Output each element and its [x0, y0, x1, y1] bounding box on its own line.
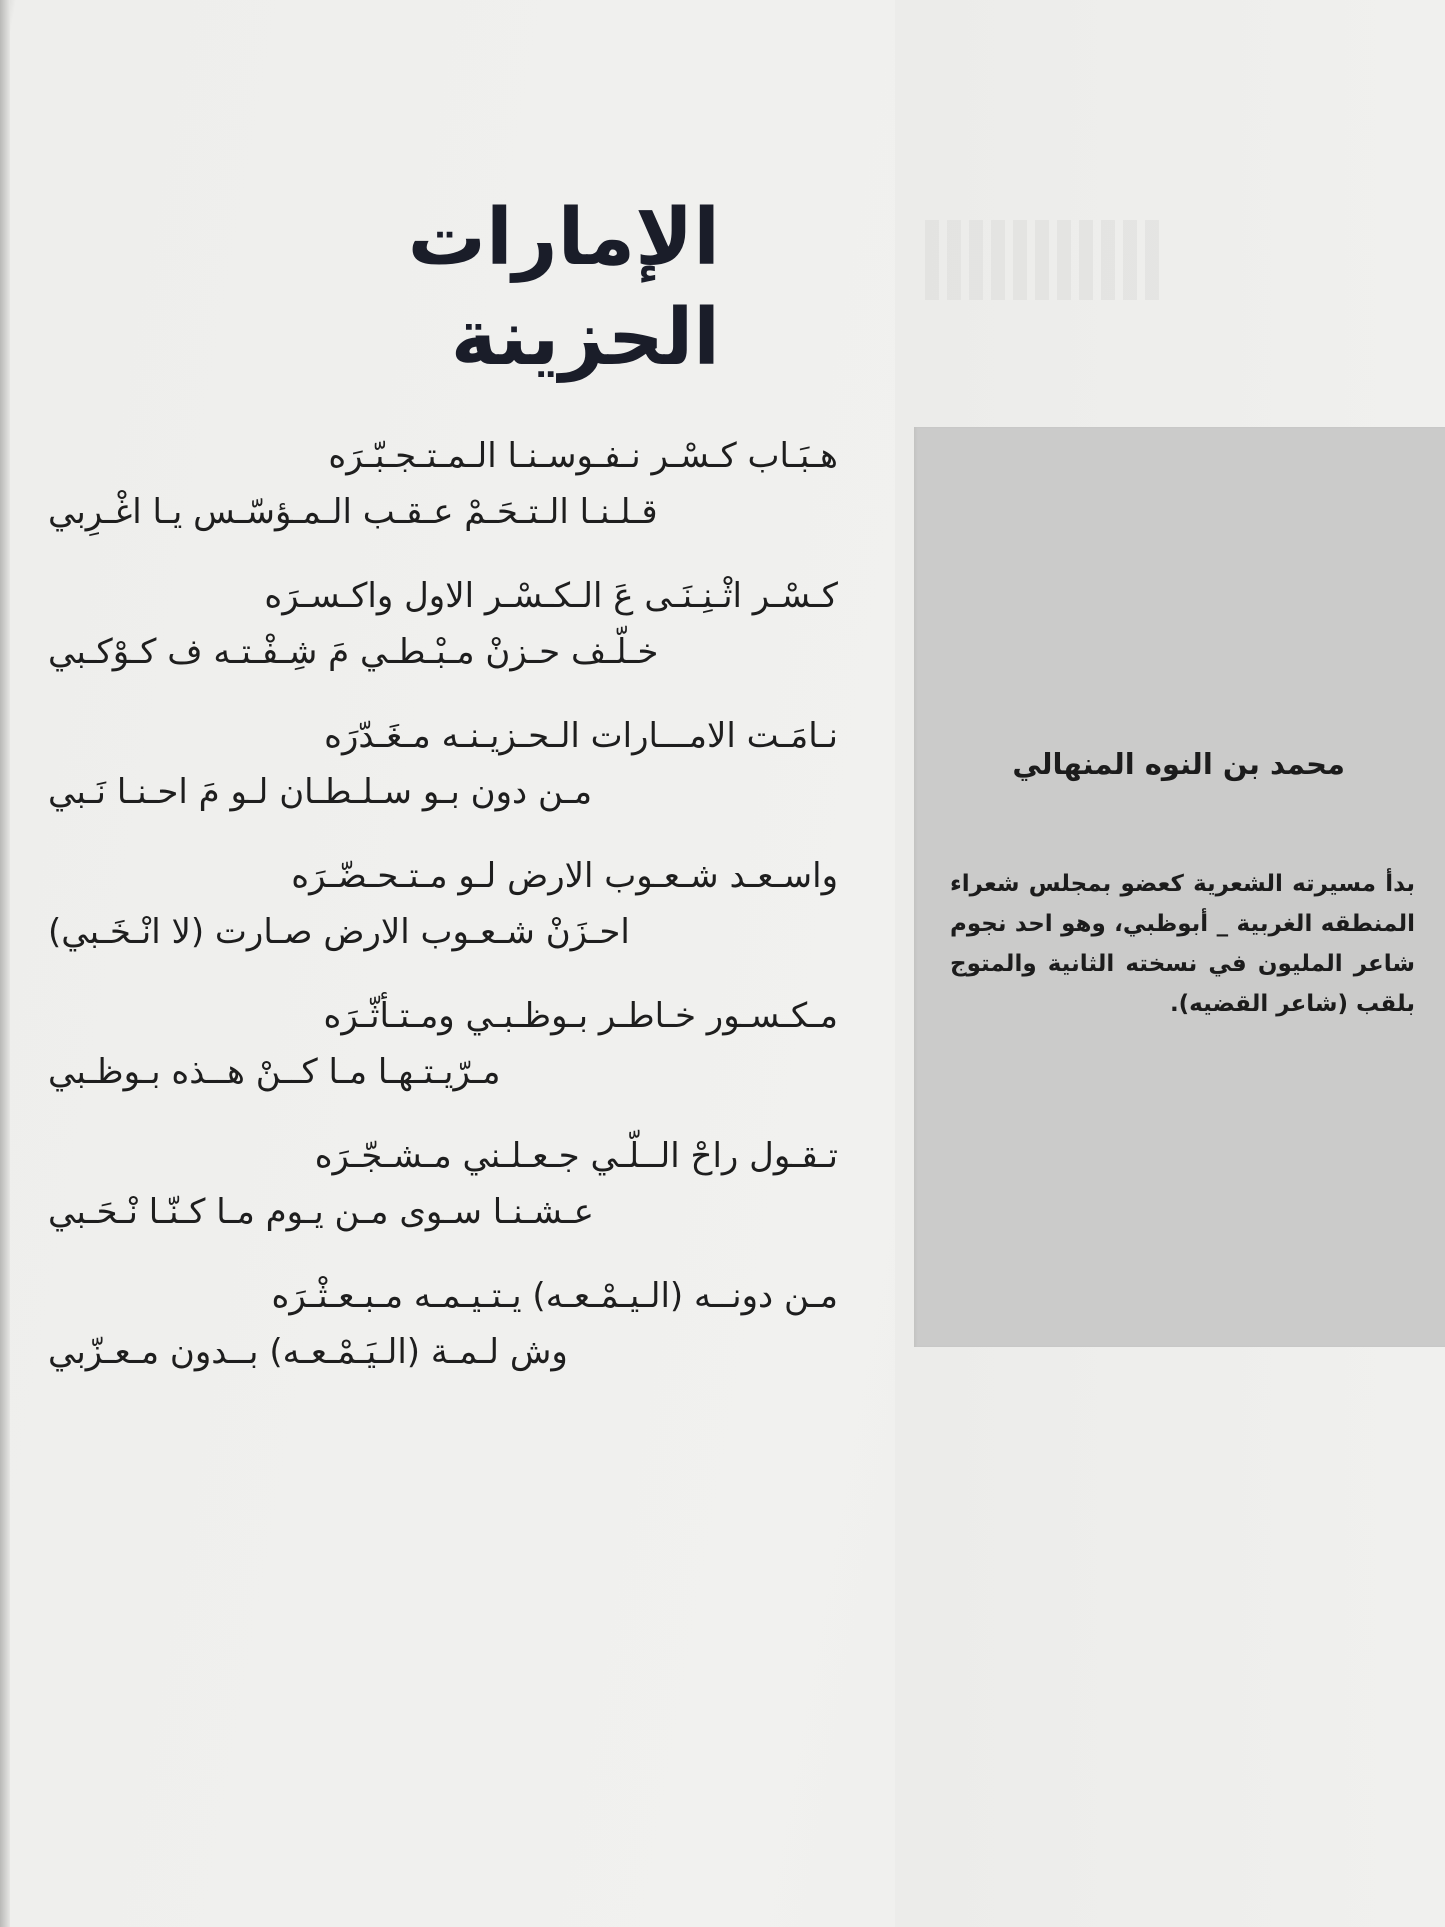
stanza — [48, 708, 838, 820]
stanza — [48, 848, 838, 960]
verse-second-hemistich: عـشـنـا سـوى مـن يـوم مـا كـنّـا نْـحَـبي — [48, 1192, 594, 1232]
stanza — [48, 568, 838, 680]
verse-second-hemistich: مـن دون بـو سـلـطـان لـو مَ احـنـا نَـبي — [48, 772, 593, 812]
poet-bio-text: بدأ مسيرته الشعرية كعضو بمجلس شعراء المنطقه الغربية _ أبوظبي، وهو احد نجوم شاعر المليون في نسخته الثانية والمتوج بلقب (شاعر القضيه). — [950, 871, 1415, 1017]
poem-title: الإمارات الحزينة — [407, 193, 720, 383]
stanza — [48, 1128, 838, 1240]
verse-first-hemistich: نـامَـت الامـــارات الـحـزيـنـه مـغَـدّرَه — [324, 716, 838, 756]
stanza — [48, 988, 838, 1100]
stanza — [48, 428, 838, 540]
poem-body — [48, 428, 838, 1408]
verse-second-hemistich: احـزَنْ شـعـوب الارض صـارت (لا انْـخَـبي) — [48, 912, 630, 952]
stanza — [48, 1268, 838, 1380]
page-edge-shadow — [0, 0, 10, 1927]
poet-name: محمد بن النوه المنهالي — [1012, 747, 1345, 781]
verse-first-hemistich: مـكـسـور خـاطـر بـوظـبـي ومـتـأثّـرَه — [323, 996, 838, 1036]
verse-first-hemistich: مـن دونــه (الـيـمْـعـه) يـتـيـمـه مـبـعـثْـرَه — [271, 1276, 838, 1316]
verse-second-hemistich: وش لـمـة (الـيَـمْـعـه) بــدون مـعـزّبي — [48, 1332, 568, 1372]
verse-second-hemistich: مـرّيـتـهـا مـا كــنْ هــذه بـوظـبي — [48, 1052, 501, 1092]
verse-first-hemistich: كـسْـر اثْـنِـنَـى عَ الـكـسْـر الاول واكـسـرَه — [264, 576, 838, 616]
verse-first-hemistich: واسـعـد شـعـوب الارض لـو مـتـحـضّـرَه — [291, 856, 838, 896]
verse-second-hemistich: قـلـنـا الـتـحَـمْ عـقـب الـمـؤسّـس يـا اغْـرِبي — [48, 492, 658, 532]
verse-second-hemistich: خـلّـف حـزنْ مـبْـطـي مَ شِـفْـتـه ف كـوْكـبي — [48, 632, 659, 672]
verse-first-hemistich: هـبَـاب كـسْـر نـفـوسـنـا الـمـتـجـبّـرَه — [328, 436, 838, 476]
verse-first-hemistich: تـقـول راحْ الــلّـي جـعـلـني مـشـجّـرَه — [314, 1136, 838, 1176]
bleed-through-text — [925, 220, 1165, 300]
